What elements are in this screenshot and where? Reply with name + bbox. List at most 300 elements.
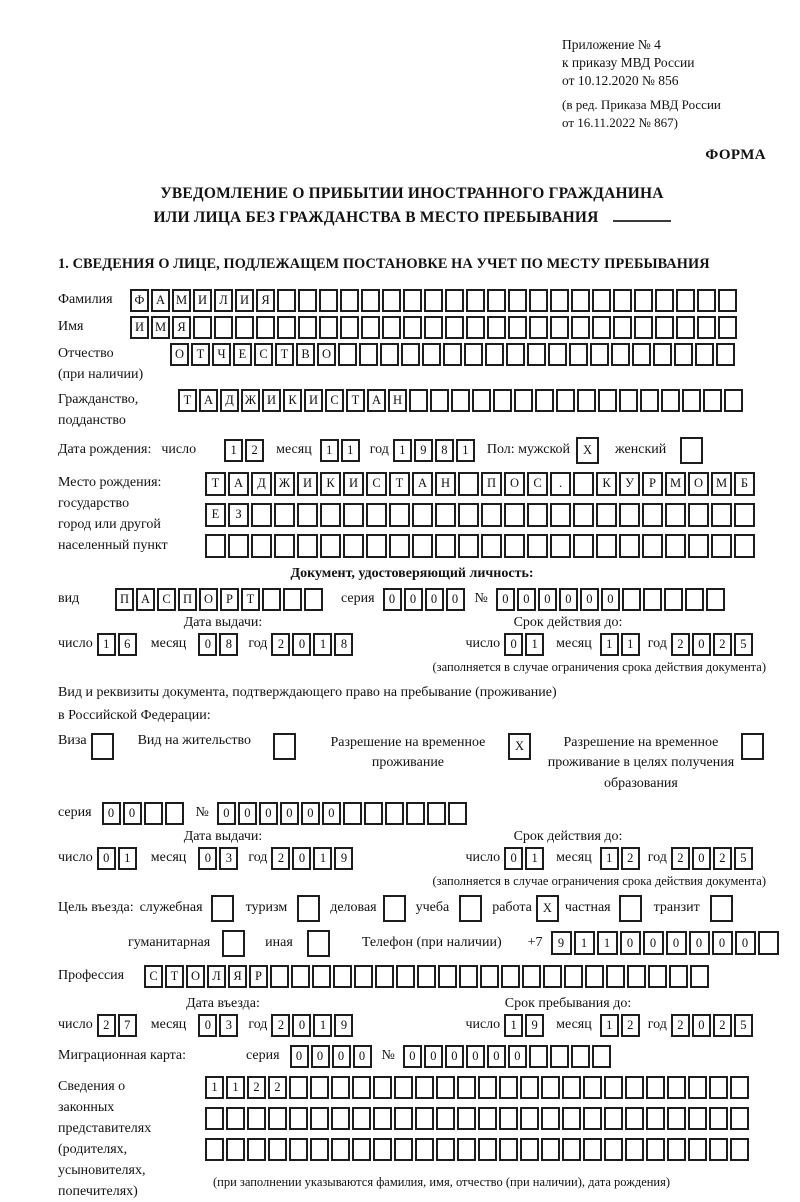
char-box[interactable]: [695, 343, 714, 366]
char-box[interactable]: [401, 343, 420, 366]
iddoc-issued-year[interactable]: [271, 633, 355, 656]
char-box[interactable]: Д: [251, 472, 272, 496]
char-box[interactable]: 0: [102, 802, 121, 825]
char-box[interactable]: [529, 316, 548, 339]
char-box[interactable]: 0: [692, 847, 711, 870]
char-box[interactable]: И: [343, 472, 364, 496]
char-box[interactable]: 8: [334, 633, 353, 656]
char-box[interactable]: [297, 534, 318, 558]
char-box[interactable]: 1: [525, 847, 544, 870]
char-box[interactable]: 1: [456, 439, 475, 462]
char-box[interactable]: [226, 1107, 245, 1130]
char-box[interactable]: С: [144, 965, 163, 988]
char-box[interactable]: С: [527, 472, 548, 496]
char-box[interactable]: [541, 1138, 560, 1161]
char-box[interactable]: 1: [313, 633, 332, 656]
char-box[interactable]: [343, 503, 364, 527]
char-box[interactable]: 0: [238, 802, 257, 825]
char-box[interactable]: [709, 1138, 728, 1161]
char-box[interactable]: [688, 534, 709, 558]
char-box[interactable]: 0: [123, 802, 142, 825]
char-box[interactable]: [385, 802, 404, 825]
char-box[interactable]: [550, 534, 571, 558]
char-box[interactable]: К: [596, 472, 617, 496]
char-box[interactable]: 0: [424, 1045, 443, 1068]
char-box[interactable]: [522, 965, 541, 988]
char-box[interactable]: [688, 1138, 707, 1161]
char-box[interactable]: [648, 965, 667, 988]
char-box[interactable]: [716, 343, 735, 366]
char-box[interactable]: И: [235, 289, 254, 312]
char-box[interactable]: 0: [353, 1045, 372, 1068]
char-box[interactable]: У: [619, 472, 640, 496]
char-box[interactable]: [270, 965, 289, 988]
char-box[interactable]: 0: [735, 931, 756, 955]
staydoc-issued-year[interactable]: [271, 847, 355, 870]
char-box[interactable]: [596, 503, 617, 527]
char-box[interactable]: [487, 316, 506, 339]
char-box[interactable]: А: [412, 472, 433, 496]
char-box[interactable]: [564, 965, 583, 988]
char-box[interactable]: О: [186, 965, 205, 988]
char-box[interactable]: X: [576, 437, 599, 464]
char-box[interactable]: [619, 389, 638, 412]
char-box[interactable]: [703, 389, 722, 412]
char-box[interactable]: [319, 316, 338, 339]
char-box[interactable]: [297, 503, 318, 527]
char-box[interactable]: [445, 316, 464, 339]
char-box[interactable]: 0: [643, 931, 664, 955]
char-box[interactable]: [331, 1107, 350, 1130]
char-box[interactable]: [472, 389, 491, 412]
char-box[interactable]: [352, 1076, 371, 1099]
purpose-official-checkbox[interactable]: [211, 895, 236, 922]
char-box[interactable]: [688, 503, 709, 527]
char-box[interactable]: 5: [734, 633, 753, 656]
purpose-private-checkbox[interactable]: [619, 895, 644, 922]
char-box[interactable]: [417, 965, 436, 988]
char-box[interactable]: [478, 1138, 497, 1161]
entry-month[interactable]: [198, 1014, 240, 1037]
char-box[interactable]: [667, 1107, 686, 1130]
char-box[interactable]: 6: [118, 633, 137, 656]
char-box[interactable]: 2: [713, 633, 732, 656]
char-box[interactable]: 2: [713, 1014, 732, 1037]
char-box[interactable]: 0: [280, 802, 299, 825]
char-box[interactable]: [585, 965, 604, 988]
char-box[interactable]: [613, 289, 632, 312]
char-box[interactable]: И: [193, 289, 212, 312]
iddoc-valid-month[interactable]: [600, 633, 642, 656]
char-box[interactable]: [627, 965, 646, 988]
char-box[interactable]: [415, 1107, 434, 1130]
char-box[interactable]: [373, 1076, 392, 1099]
char-box[interactable]: [319, 289, 338, 312]
char-box[interactable]: 2: [671, 633, 690, 656]
char-box[interactable]: [274, 503, 295, 527]
char-box[interactable]: М: [172, 289, 191, 312]
char-box[interactable]: [711, 503, 732, 527]
char-box[interactable]: 2: [671, 1014, 690, 1037]
char-box[interactable]: 0: [666, 931, 687, 955]
firstname-cells[interactable]: [130, 316, 739, 339]
birth-day-cells[interactable]: [224, 439, 266, 462]
char-box[interactable]: И: [262, 389, 281, 412]
char-box[interactable]: А: [136, 588, 155, 611]
staydoc-issued-day[interactable]: [97, 847, 139, 870]
char-box[interactable]: [144, 802, 163, 825]
char-box[interactable]: [458, 472, 479, 496]
char-box[interactable]: [451, 389, 470, 412]
char-box[interactable]: [394, 1138, 413, 1161]
char-box[interactable]: 0: [311, 1045, 330, 1068]
char-box[interactable]: 1: [600, 1014, 619, 1037]
char-box[interactable]: 2: [271, 633, 290, 656]
char-box[interactable]: [583, 1076, 602, 1099]
char-box[interactable]: 0: [559, 588, 578, 611]
char-box[interactable]: [661, 389, 680, 412]
char-box[interactable]: [527, 343, 546, 366]
char-box[interactable]: [718, 316, 737, 339]
birthplace-row2[interactable]: [205, 503, 757, 527]
char-box[interactable]: Т: [165, 965, 184, 988]
char-box[interactable]: [619, 503, 640, 527]
staydoc-number-cells[interactable]: [217, 802, 469, 825]
char-box[interactable]: [685, 588, 704, 611]
char-box[interactable]: П: [178, 588, 197, 611]
char-box[interactable]: [331, 1076, 350, 1099]
char-box[interactable]: 0: [446, 588, 465, 611]
char-box[interactable]: [364, 802, 383, 825]
char-box[interactable]: [373, 1107, 392, 1130]
char-box[interactable]: 0: [601, 588, 620, 611]
char-box[interactable]: [382, 316, 401, 339]
char-box[interactable]: 0: [508, 1045, 527, 1068]
char-box[interactable]: [665, 503, 686, 527]
char-box[interactable]: З: [228, 503, 249, 527]
char-box[interactable]: [459, 895, 482, 922]
char-box[interactable]: [690, 965, 709, 988]
char-box[interactable]: [289, 1138, 308, 1161]
char-box[interactable]: [262, 588, 281, 611]
char-box[interactable]: [273, 733, 296, 760]
char-box[interactable]: [310, 1076, 329, 1099]
iddoc-type-cells[interactable]: [115, 588, 325, 611]
char-box[interactable]: [415, 1138, 434, 1161]
surname-cells[interactable]: [130, 289, 739, 312]
staydoc-valid-year[interactable]: [671, 847, 755, 870]
char-box[interactable]: 0: [504, 847, 523, 870]
char-box[interactable]: [520, 1107, 539, 1130]
representatives-row1[interactable]: [205, 1076, 751, 1099]
char-box[interactable]: [514, 389, 533, 412]
char-box[interactable]: [268, 1138, 287, 1161]
char-box[interactable]: [573, 472, 594, 496]
char-box[interactable]: [655, 289, 674, 312]
purpose-transit-checkbox[interactable]: [710, 895, 735, 922]
char-box[interactable]: 0: [383, 588, 402, 611]
char-box[interactable]: [466, 289, 485, 312]
char-box[interactable]: [382, 289, 401, 312]
char-box[interactable]: [424, 289, 443, 312]
char-box[interactable]: В: [296, 343, 315, 366]
char-box[interactable]: М: [665, 472, 686, 496]
char-box[interactable]: П: [481, 472, 502, 496]
char-box[interactable]: [366, 534, 387, 558]
char-box[interactable]: [718, 289, 737, 312]
char-box[interactable]: 1: [313, 847, 332, 870]
stay-month[interactable]: [600, 1014, 642, 1037]
char-box[interactable]: [625, 1107, 644, 1130]
char-box[interactable]: 2: [271, 1014, 290, 1037]
temp-residence-checkbox[interactable]: [508, 733, 533, 760]
char-box[interactable]: [375, 965, 394, 988]
char-box[interactable]: С: [366, 472, 387, 496]
char-box[interactable]: Т: [275, 343, 294, 366]
char-box[interactable]: 1: [224, 439, 243, 462]
char-box[interactable]: 0: [445, 1045, 464, 1068]
char-box[interactable]: [383, 895, 406, 922]
char-box[interactable]: [458, 503, 479, 527]
char-box[interactable]: [596, 534, 617, 558]
char-box[interactable]: [343, 802, 362, 825]
char-box[interactable]: Р: [220, 588, 239, 611]
purpose-business-checkbox[interactable]: [383, 895, 408, 922]
char-box[interactable]: Ж: [241, 389, 260, 412]
char-box[interactable]: 0: [198, 633, 217, 656]
char-box[interactable]: А: [367, 389, 386, 412]
char-box[interactable]: [320, 503, 341, 527]
char-box[interactable]: [445, 289, 464, 312]
char-box[interactable]: 2: [268, 1076, 287, 1099]
char-box[interactable]: Я: [256, 289, 275, 312]
char-box[interactable]: [592, 1045, 611, 1068]
char-box[interactable]: [665, 534, 686, 558]
char-box[interactable]: [562, 1107, 581, 1130]
iddoc-valid-year[interactable]: [671, 633, 755, 656]
char-box[interactable]: 1: [205, 1076, 224, 1099]
char-box[interactable]: [412, 503, 433, 527]
char-box[interactable]: 0: [198, 1014, 217, 1037]
char-box[interactable]: [214, 316, 233, 339]
char-box[interactable]: 1: [341, 439, 360, 462]
char-box[interactable]: [571, 289, 590, 312]
char-box[interactable]: [283, 588, 302, 611]
char-box[interactable]: 3: [219, 847, 238, 870]
char-box[interactable]: А: [228, 472, 249, 496]
char-box[interactable]: [590, 343, 609, 366]
char-box[interactable]: [412, 534, 433, 558]
char-box[interactable]: [403, 289, 422, 312]
char-box[interactable]: 2: [97, 1014, 116, 1037]
char-box[interactable]: [247, 1107, 266, 1130]
char-box[interactable]: Н: [435, 472, 456, 496]
char-box[interactable]: 1: [226, 1076, 245, 1099]
char-box[interactable]: [730, 1138, 749, 1161]
char-box[interactable]: 0: [712, 931, 733, 955]
residence-permit-checkbox[interactable]: [273, 733, 298, 760]
char-box[interactable]: [235, 316, 254, 339]
char-box[interactable]: [277, 316, 296, 339]
char-box[interactable]: 0: [322, 802, 341, 825]
char-box[interactable]: И: [304, 389, 323, 412]
char-box[interactable]: Л: [207, 965, 226, 988]
char-box[interactable]: 0: [301, 802, 320, 825]
char-box[interactable]: 1: [600, 633, 619, 656]
char-box[interactable]: [422, 343, 441, 366]
birthplace-row3[interactable]: [205, 534, 757, 558]
patronymic-cells[interactable]: [170, 343, 737, 366]
char-box[interactable]: [457, 1138, 476, 1161]
entry-year[interactable]: [271, 1014, 355, 1037]
char-box[interactable]: 8: [435, 439, 454, 462]
char-box[interactable]: [310, 1138, 329, 1161]
char-box[interactable]: А: [199, 389, 218, 412]
char-box[interactable]: О: [170, 343, 189, 366]
char-box[interactable]: Р: [642, 472, 663, 496]
char-box[interactable]: [573, 534, 594, 558]
sex-female-checkbox[interactable]: [680, 437, 705, 464]
profession-cells[interactable]: [144, 965, 711, 988]
char-box[interactable]: [256, 316, 275, 339]
char-box[interactable]: [682, 389, 701, 412]
staydoc-valid-day[interactable]: [504, 847, 546, 870]
char-box[interactable]: [527, 503, 548, 527]
char-box[interactable]: О: [317, 343, 336, 366]
char-box[interactable]: 0: [504, 633, 523, 656]
char-box[interactable]: Т: [205, 472, 226, 496]
char-box[interactable]: [529, 1045, 548, 1068]
char-box[interactable]: Я: [228, 965, 247, 988]
char-box[interactable]: [458, 534, 479, 558]
char-box[interactable]: С: [254, 343, 273, 366]
char-box[interactable]: [478, 1107, 497, 1130]
char-box[interactable]: [438, 965, 457, 988]
char-box[interactable]: [478, 1076, 497, 1099]
char-box[interactable]: [457, 1076, 476, 1099]
temp-residence-edu-checkbox[interactable]: [741, 733, 766, 760]
char-box[interactable]: [415, 1076, 434, 1099]
char-box[interactable]: [457, 1107, 476, 1130]
char-box[interactable]: [361, 289, 380, 312]
char-box[interactable]: 0: [259, 802, 278, 825]
char-box[interactable]: [504, 503, 525, 527]
char-box[interactable]: 2: [245, 439, 264, 462]
char-box[interactable]: [396, 965, 415, 988]
char-box[interactable]: 0: [517, 588, 536, 611]
char-box[interactable]: 2: [621, 1014, 640, 1037]
iddoc-number-cells[interactable]: [496, 588, 727, 611]
char-box[interactable]: 0: [290, 1045, 309, 1068]
char-box[interactable]: [481, 534, 502, 558]
char-box[interactable]: [506, 343, 525, 366]
char-box[interactable]: 1: [621, 633, 640, 656]
char-box[interactable]: К: [283, 389, 302, 412]
char-box[interactable]: 0: [97, 847, 116, 870]
char-box[interactable]: [205, 1107, 224, 1130]
char-box[interactable]: [583, 1138, 602, 1161]
char-box[interactable]: [499, 1076, 518, 1099]
char-box[interactable]: [193, 316, 212, 339]
char-box[interactable]: 1: [597, 931, 618, 955]
char-box[interactable]: Я: [172, 316, 191, 339]
char-box[interactable]: [359, 343, 378, 366]
char-box[interactable]: [571, 316, 590, 339]
staydoc-issued-month[interactable]: [198, 847, 240, 870]
char-box[interactable]: 0: [292, 1014, 311, 1037]
char-box[interactable]: [340, 316, 359, 339]
char-box[interactable]: 0: [689, 931, 710, 955]
char-box[interactable]: О: [504, 472, 525, 496]
char-box[interactable]: Н: [388, 389, 407, 412]
char-box[interactable]: 3: [219, 1014, 238, 1037]
char-box[interactable]: П: [115, 588, 134, 611]
char-box[interactable]: .: [550, 472, 571, 496]
staydoc-series-cells[interactable]: [102, 802, 186, 825]
char-box[interactable]: [541, 1107, 560, 1130]
citizenship-cells[interactable]: [178, 389, 745, 412]
char-box[interactable]: [640, 389, 659, 412]
char-box[interactable]: [634, 289, 653, 312]
staydoc-valid-month[interactable]: [600, 847, 642, 870]
char-box[interactable]: [289, 1076, 308, 1099]
char-box[interactable]: [625, 1076, 644, 1099]
char-box[interactable]: [543, 965, 562, 988]
purpose-study-checkbox[interactable]: [459, 895, 484, 922]
char-box[interactable]: [436, 1076, 455, 1099]
char-box[interactable]: [297, 895, 320, 922]
char-box[interactable]: [709, 1107, 728, 1130]
char-box[interactable]: [598, 389, 617, 412]
char-box[interactable]: [541, 1076, 560, 1099]
char-box[interactable]: [352, 1138, 371, 1161]
char-box[interactable]: Р: [249, 965, 268, 988]
char-box[interactable]: [667, 1076, 686, 1099]
char-box[interactable]: 0: [466, 1045, 485, 1068]
iddoc-series-cells[interactable]: [383, 588, 467, 611]
char-box[interactable]: [619, 534, 640, 558]
char-box[interactable]: [312, 965, 331, 988]
char-box[interactable]: Т: [178, 389, 197, 412]
char-box[interactable]: [389, 503, 410, 527]
char-box[interactable]: Б: [734, 472, 755, 496]
char-box[interactable]: 0: [332, 1045, 351, 1068]
char-box[interactable]: 1: [118, 847, 137, 870]
char-box[interactable]: 8: [219, 633, 238, 656]
char-box[interactable]: [430, 389, 449, 412]
char-box[interactable]: [354, 965, 373, 988]
char-box[interactable]: [466, 316, 485, 339]
char-box[interactable]: 9: [334, 847, 353, 870]
char-box[interactable]: [403, 316, 422, 339]
char-box[interactable]: М: [711, 472, 732, 496]
char-box[interactable]: [298, 289, 317, 312]
char-box[interactable]: [741, 733, 764, 760]
char-box[interactable]: [493, 389, 512, 412]
char-box[interactable]: [338, 343, 357, 366]
char-box[interactable]: [688, 1107, 707, 1130]
char-box[interactable]: [573, 503, 594, 527]
char-box[interactable]: [667, 1138, 686, 1161]
char-box[interactable]: [676, 289, 695, 312]
char-box[interactable]: [424, 316, 443, 339]
char-box[interactable]: 9: [414, 439, 433, 462]
char-box[interactable]: [734, 534, 755, 558]
char-box[interactable]: [298, 316, 317, 339]
char-box[interactable]: [550, 289, 569, 312]
representatives-row2[interactable]: [205, 1107, 751, 1130]
stay-year[interactable]: [671, 1014, 755, 1037]
